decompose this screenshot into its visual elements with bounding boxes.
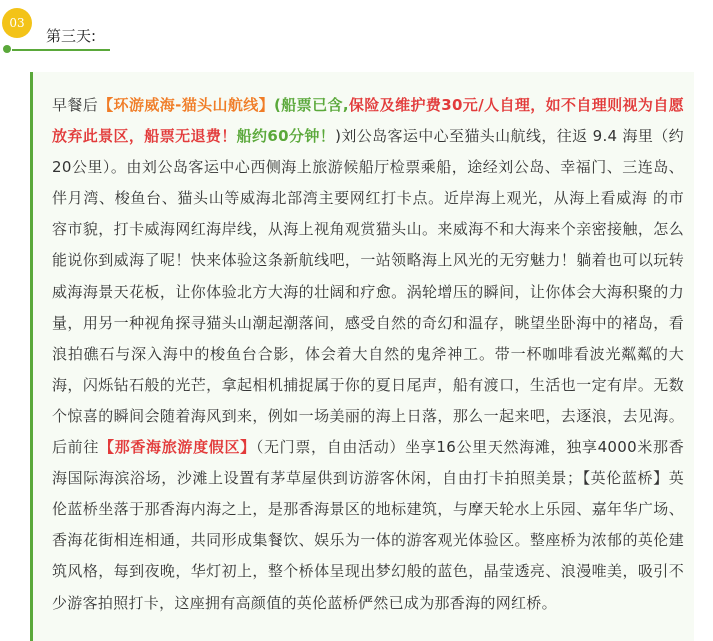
insurance-warning: 保险及维护费30元/人自理，如不自理则视为自愿放弃此景区，船票无退费！ — [52, 96, 685, 146]
ticket-included-note: (船票已含, — [274, 96, 349, 114]
resort-description: （无门票，自由活动）坐享16公里天然海滩，独享4000米那香海国际海滨浴场，沙滩上设置有茅草屋供到访游客休闲，自由打卡拍照美景；【英伦蓝桥】英伦蓝桥坐落于那香海内海之上，是那香海景区的地标建筑，与摩天轮水上乐园、嘉年华广场、香海花街相连相通，共同形成集餐饮、娱乐为一体的游客观光体验区。整座桥为浓郁的英伦建筑风格，每到夜晚，华灯初上，整个桥体呈现出梦幻般的蓝色，晶莹透亮、浪漫唯美，吸引不少游客拍照打卡，这座拥有高颜值的英伦蓝桥俨然已成为那香海的网红桥。 — [52, 438, 684, 612]
day-number-badge: 03 — [2, 8, 32, 38]
timeline-underline — [12, 49, 110, 51]
day-title: 第三天: — [46, 27, 97, 45]
duration-note: 船约60分钟！ — [236, 127, 336, 146]
text-intro: 早餐后 — [52, 96, 99, 114]
timeline-dot — [3, 45, 11, 53]
route-highlight: 【环游威海-猫头山航线】 — [98, 96, 275, 114]
route-description: )刘公岛客运中心至猫头山航线，往返 9.4 海里（约20公里）。由刘公岛客运中心西侧海上旅游候船厅检票乘船，途经刘公岛、幸福门、三连岛、伴月湾、梭鱼台、猫头山等威海北部湾主要网红打卡点。近岸海上观光，从海上看威海 的市容市貌，打卡威海网红海岸线，从海上视角观赏猫头山。来威海不和大海来个亲密接触，怎么能说你到威海了呢！快来体验这条新航线吧，一站领略海上风光的无穷魅力！躺着也可以玩转威海海景天花板，让你体验北方大海的壮阔和疗愈。涡轮增压的瞬间，让你体会大海积聚的力量，用另一种视角探寻猫头山潮起潮落间，感受自然的奇幻和温存，眺望坐卧海中的褚岛，看浪拍礁石与深入海中的梭鱼台合影，体会着大自然的鬼斧神工。带一杯咖啡看波光粼粼的大海，闪烁钻石般的光芒，拿起相机捕捉属于你的夏日尾声，船有渡口，生活也一定有岸。无数个惊喜的瞬间会随着海风到来，例如一场美丽的海上日落，那么一起来吧，去逐浪，去见海。后前往 — [52, 127, 684, 457]
itinerary-text — [52, 90, 684, 619]
resort-highlight: 【那香海旅游度假区】 — [99, 438, 256, 457]
